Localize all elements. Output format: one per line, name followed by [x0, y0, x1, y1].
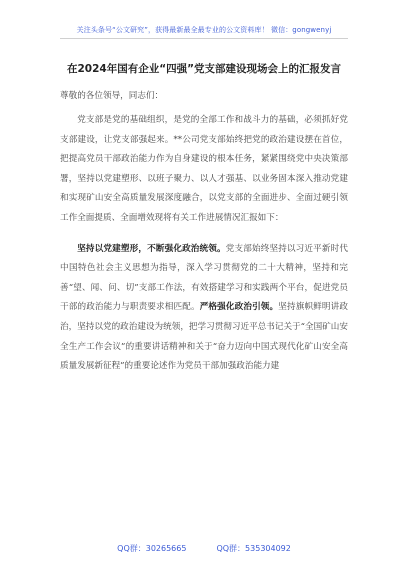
paragraph-text-continued: 坚持旗帜鲜明讲政治，坚持以党的政治建设为统领，把学习贯彻习近平总书记关于“全国矿山安全生产工作会议”的重要讲话精神和关于“奋力迈向中国式现代化矿山安全高质量发展新征程”的重要论述作为党员干部加强政治能力建 — [60, 302, 348, 372]
paragraph-political-leadership — [60, 240, 348, 377]
header-promo-text: 关注头条号“公文研究”，获得最新最全最专业的公文资料库！ 微信：gongwenyj — [76, 26, 332, 34]
document-body — [60, 60, 348, 377]
document-title: 在2024年国有企业“四强”党支部建设现场会上的汇报发言 — [66, 63, 342, 75]
qq-group-2: QQ群：535304092 — [216, 544, 291, 553]
paragraph-text: 党支部始终坚持以习近平新时代中国特色社会主义思想为指导，深入学习贯彻党的二十大精神，坚持和完善“望、闻、问、切”支部工作法，有效搭建学习和实践两个平台，促进党员干部的政治能力与职责要求相匹配。 — [60, 243, 348, 313]
footer-contact — [0, 543, 408, 554]
qq-group-1: QQ群：30265665 — [117, 544, 187, 553]
salutation: 尊敬的各位领导，同志们： — [60, 91, 164, 101]
paragraph-intro: 党支部是党的基础组织，是党的全部工作和战斗力的基础，必须抓好党支部建设，让党支部强起来。**公司党支部始终把党的政治建设摆在首位，把提高党员干部政治能力作为自身建设的根本任务，紧紧围绕党中央决策部署，坚持以党建塑形、以班子聚力、以人才强基、以业务固本深入推动党建和实现矿山安全高质量发展深度融合，以党支部的全面进步、全面过硬引领工作全面提质、全面增效现将有关工作进展情况汇报如下： — [60, 115, 348, 223]
header-divider — [60, 38, 348, 39]
section-heading: 坚持以党建塑形，不断强化政治统领。 — [77, 243, 226, 254]
subsection-heading: 严格强化政治引领。 — [199, 302, 279, 313]
